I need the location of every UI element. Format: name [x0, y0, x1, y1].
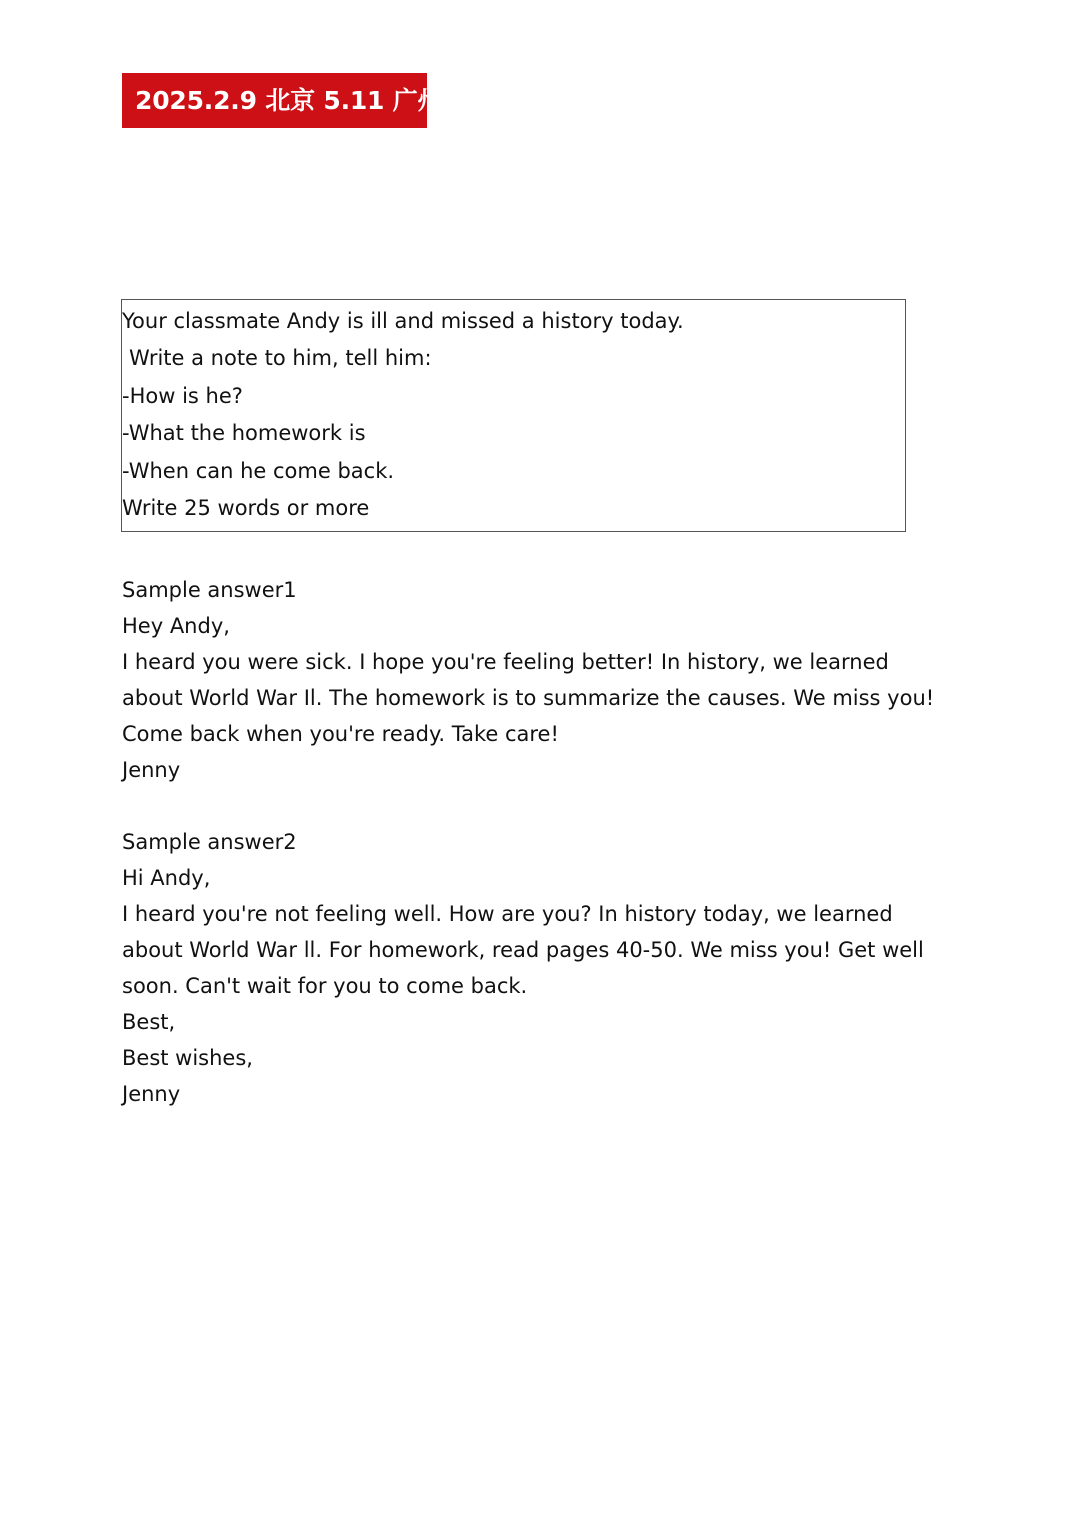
answer-title: Sample answer1 — [122, 578, 297, 602]
prompt-line: -What the homework is — [122, 421, 366, 446]
answer-closing: Best, — [122, 1010, 176, 1034]
date-location-badge: 2025.2.9 北京 5.11 广州 — [122, 73, 427, 128]
answer-greeting: Hey Andy, — [122, 614, 230, 638]
answer-closing: Best wishes, — [122, 1046, 253, 1070]
answer-body: I heard you were sick. I hope you're feeling better! In history, we learned about World War Il. The homework is to summarize the causes. We miss you! Come back when you're ready. Take care! — [122, 650, 935, 746]
prompt-line: -How is he? — [122, 383, 243, 408]
answer-body: I heard you're not feeling well. How are you? In history today, we learned about World War ll. For homework, read pages 40-50. We miss you! Get well soon. Can't wait for you to come back. — [122, 902, 924, 998]
prompt-line: Write a note to him, tell him: — [129, 346, 432, 371]
sample-answer-1 — [122, 572, 942, 788]
writing-prompt-box — [121, 299, 906, 532]
prompt-line: Write 25 words or more — [122, 495, 370, 520]
prompt-line: -When can he come back. — [122, 458, 395, 483]
answer-title: Sample answer2 — [122, 830, 297, 854]
sample-answers — [122, 572, 942, 1112]
answer-signature: Jenny — [122, 758, 181, 782]
prompt-line: Your classmate Andy is ill and missed a history today. — [122, 309, 684, 333]
sample-answer-2 — [122, 824, 942, 1112]
answer-greeting: Hi Andy, — [122, 866, 211, 890]
answer-signature: Jenny — [122, 1082, 181, 1106]
